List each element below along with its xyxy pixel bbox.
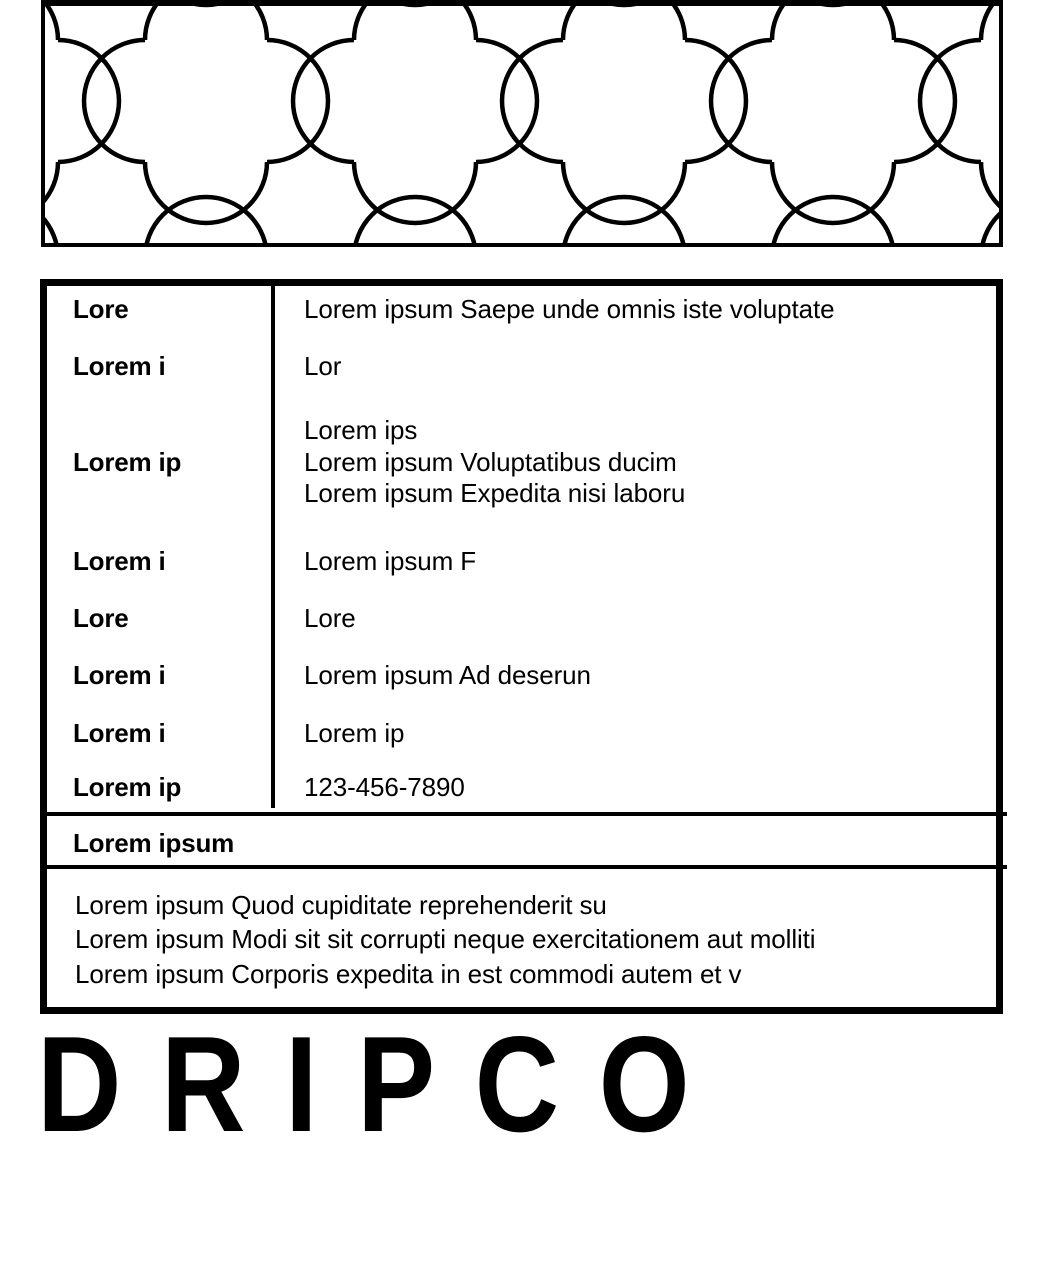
spec-label: Lore [73, 294, 129, 324]
spec-value [304, 605, 356, 637]
spec-value-line: Lor [304, 351, 342, 381]
spec-label: Lorem i [73, 351, 166, 381]
spec-value-line: Lore [304, 603, 356, 633]
description-line: Lorem ipsum Quod cupiditate reprehenderit su [75, 890, 607, 920]
section-divider [47, 865, 1007, 869]
spec-value-line: 123-456-7890 [304, 772, 465, 802]
spec-label: Lorem ip [73, 447, 182, 477]
spec-label: Lorem i [73, 660, 166, 690]
spec-value [304, 353, 341, 385]
spec-value-line: Lorem ipsum Expedita nisi laboru [304, 478, 686, 508]
column-divider [271, 286, 275, 808]
spec-label: Lorem ip [73, 772, 182, 802]
spec-label: Lorem i [73, 546, 166, 576]
section-divider [47, 812, 1007, 816]
spec-value-line: Lorem ipsum Voluptatibus ducim [304, 446, 677, 477]
spec-value [304, 548, 476, 580]
spec-value [304, 417, 685, 512]
spec-value [304, 662, 591, 694]
spec-value-line: Lorem ip [304, 718, 405, 748]
spec-value-line: Lorem ipsum F [304, 546, 477, 576]
spec-label: Lore [73, 603, 129, 633]
description-line: Lorem ipsum Corporis expedita in est commodi autem et v [75, 958, 742, 989]
section-title: Lorem ipsum [73, 828, 235, 858]
spec-value-line: Lorem ips [304, 415, 418, 445]
quatrefoil-pattern-icon [41, 0, 1003, 247]
decorative-pattern-banner [41, 0, 1003, 247]
spec-label: Lorem i [73, 718, 166, 748]
spec-value-line: Lorem ipsum Saepe unde omnis iste voluptate [304, 294, 835, 324]
description-block [75, 888, 815, 991]
spec-value [304, 720, 404, 752]
brand-wordmark: DRIPCO [37, 1008, 730, 1160]
spec-value-phone [304, 774, 465, 806]
spec-value [304, 296, 834, 328]
description-line: Lorem ipsum Modi sit sit corrupti neque exercitationem aut molliti [75, 924, 816, 955]
spec-value-line: Lorem ipsum Ad deserun [304, 660, 591, 690]
